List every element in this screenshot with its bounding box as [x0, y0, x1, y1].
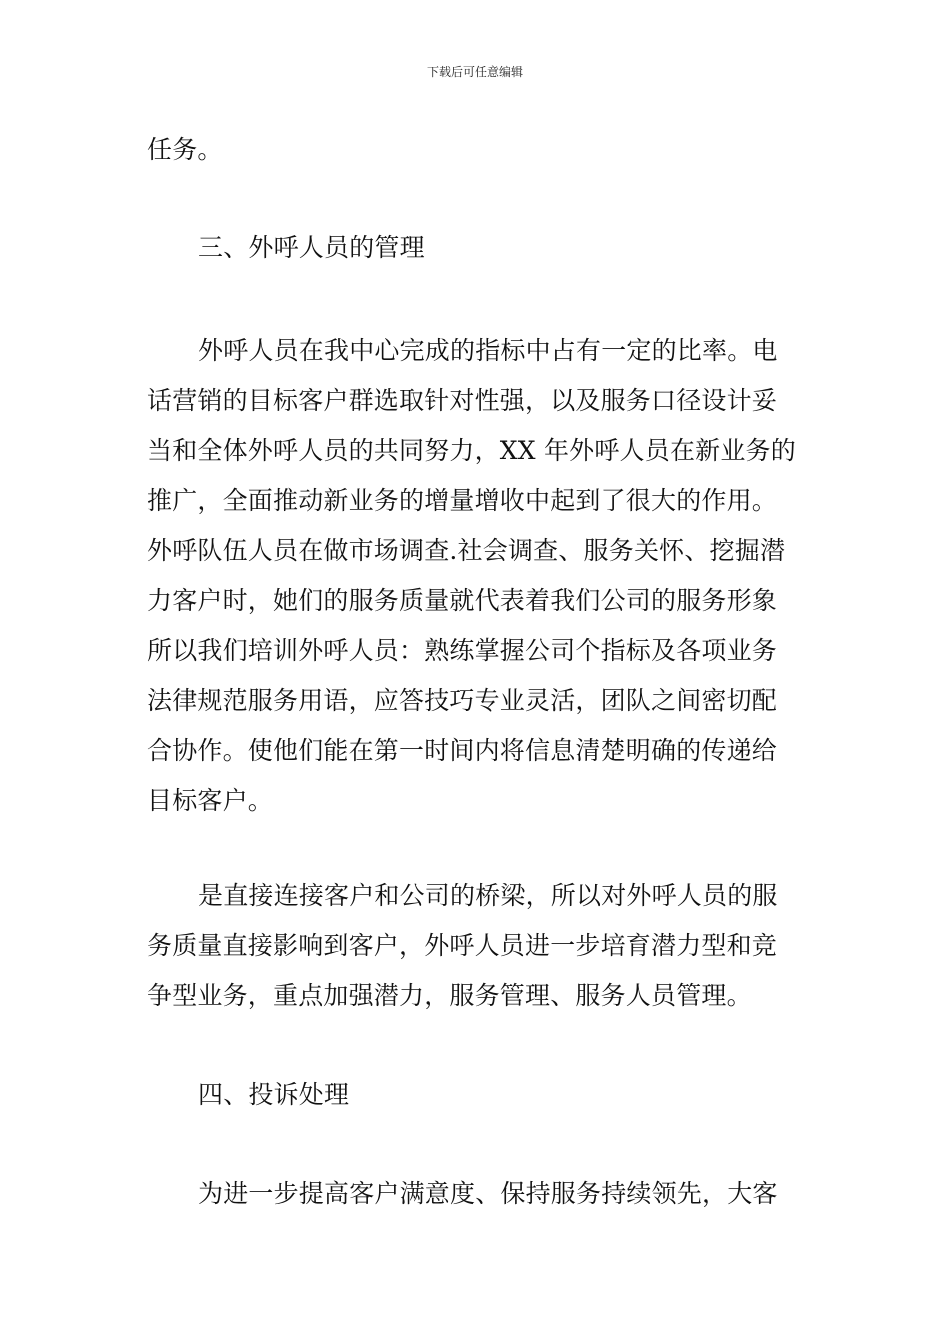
text-line: 为进一步提高客户满意度、保持服务持续领先，大客: [198, 1179, 778, 1208]
text-line: 目标客户。: [147, 786, 274, 815]
text-line: 务质量直接影响到客户，外呼人员进一步培育潜力型和竞: [147, 931, 778, 960]
section-heading: 三、外呼人员的管理: [198, 233, 425, 262]
text-line: 外呼人员在我中心完成的指标中占有一定的比率。电: [198, 336, 778, 365]
page-header: 下载后可任意编辑: [426, 65, 523, 79]
text-line: 推广，全面推动新业务的增量增收中起到了很大的作用。: [147, 486, 778, 515]
text-line: 是直接连接客户和公司的桥梁，所以对外呼人员的服: [198, 881, 778, 910]
text-line: 法律规范服务用语，应答技巧专业灵活，团队之间密切配: [147, 686, 778, 715]
section-heading: 四、投诉处理: [198, 1080, 350, 1109]
text-line: 任务。: [147, 135, 223, 164]
text-line: 外呼队伍人员在做市场调查.社会调查、服务关怀、挖掘潜: [147, 536, 786, 565]
text-line: 话营销的目标客户群选取针对性强，以及服务口径设计妥: [147, 386, 778, 415]
text-line: 当和全体外呼人员的共同努力，XX 年外呼人员在新业务的: [147, 436, 796, 465]
text-line: 合协作。使他们能在第一时间内将信息清楚明确的传递给: [147, 736, 778, 765]
text-line: 争型业务，重点加强潜力，服务管理、服务人员管理。: [147, 981, 752, 1010]
text-line: 力客户时，她们的服务质量就代表着我们公司的服务形象: [147, 586, 778, 615]
text-line: 所以我们培训外呼人员：熟练掌握公司个指标及各项业务: [147, 636, 778, 665]
